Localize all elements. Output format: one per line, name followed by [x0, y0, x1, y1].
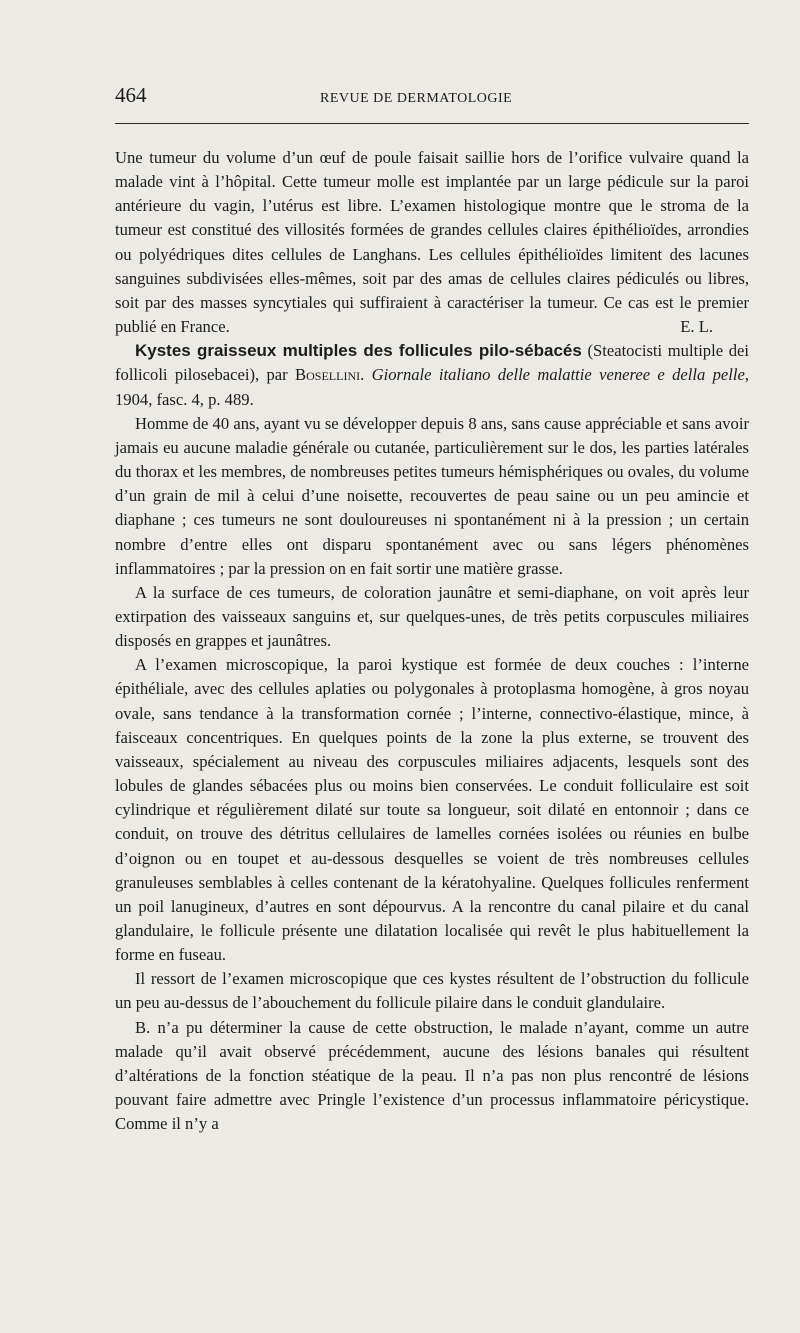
article2-paragraph-4: Il ressort de l’examen microscopique que ces kystes résultent de l’obstruction du follicule un peu au-dessus de l’abouchement du follicule pilaire dans le conduit glandulaire.	[115, 969, 749, 1013]
article2-heading	[115, 339, 749, 411]
body-text	[115, 146, 749, 1136]
article2-paragraph-2: A la surface de ces tumeurs, de coloration jaunâtre et semi-diaphane, on voit après leur extirpation des vaisseaux sanguins et, sur quelques-unes, de très petits corpuscules miliaires disposés en grappes et jaunâtres.	[115, 582, 749, 651]
article2-citation-part2: .	[360, 365, 372, 385]
article1-signature: E. L.	[680, 317, 713, 337]
page-header	[115, 83, 749, 113]
article2-journal: Giornale italiano delle malattie veneree e della pelle	[371, 365, 745, 385]
running-title: REVUE DE DERMATOLOGIE	[320, 91, 513, 106]
article2-citation-part3: , 1904, fasc. 4, p. 489.	[115, 365, 750, 409]
article2-paragraph-1: Homme de 40 ans, ayant vu se développer depuis 8 ans, sans cause appréciable et sans avoir jamais eu aucune maladie générale ou cutanée, particulièrement sur le dos, les parties latérales du thorax et les membres, de nombreuses petites tumeurs hémisphériques ou ovales, du volume d’un grain de mil à celui d’une noisette, recouvertes de peau saine ou un peu amincie et diaphane ; ces tumeurs ne sont douloureuses ni spontanément ni à la pression ; un certain nombre d’entre elles ont disparu spontanément avec ou sans légers phénomènes inflammatoires ; par la pression on en fait sortir une matière grasse.	[115, 413, 749, 578]
article2-paragraph-3: A l’examen microscopique, la paroi kystique est formée de deux couches : l’interne épithéliale, avec des cellules aplaties ou polygonales à protoplasma homogène, à gros noyau ovale, sans tendance à la transformation cornée ; l’interne, connectivo-élastique, mince, à faisceaux concentriques. En quelques points de la zone la plus externe, se trouvent des vaisseaux, spécialement au niveau des corpuscules miliaires adjacents, lesquels sont des lobules de glandes sébacées plus ou moins bien conservées. Le conduit folliculaire est soit cylindrique et régulièrement dilaté sur toute sa longueur, soit dilaté en entonnoir ; dans ce conduit, on trouve des détritus cellulaires de lamelles cornées isolées ou réunies en bulbe d’oignon ou en toupet et au-dessous desquelles se voient de très nombreuses cellules granuleuses semblables à celles contenant de la kératohyaline. Quelques follicules renferment un poil lanugineux, d’autres en sont dépourvus. A la rencontre du canal pilaire et du canal glandulaire, le follicule présente une dilatation localisée qui revêt le plus habituellement la forme en fuseau.	[115, 655, 749, 965]
article2-paragraph-5: B. n’a pu déterminer la cause de cette obstruction, le malade n’ayant, comme un autre malade qu’il avait observé précédemment, aucune des lésions banales qui résultent d’altérations de la fonction stéatique de la peau. Il n’a pas non plus rencontré de lésions pouvant faire admettre avec Pringle l’existence d’un processus inflammatoire péricystique. Comme il n’y a	[115, 1017, 749, 1134]
page-number: 464	[115, 83, 147, 107]
header-rule	[115, 123, 749, 124]
article2-author: Bosellini	[295, 365, 361, 385]
article2-title: Kystes graisseux multiples des follicules pilo-sébacés	[135, 341, 582, 361]
article2-citation-part1: (Steatocisti multiple dei follicoli pilosebacei), par	[115, 341, 749, 385]
article1-paragraph: Une tumeur du volume d’un œuf de poule faisait saillie hors de l’orifice vulvaire quand la malade vint à l’hôpital. Cette tumeur molle est implantée par un large pédicule sur la paroi antérieure du vagin, l’utérus est libre. L’examen histologique montre que le stroma de la tumeur est constitué des villosités formées de grandes cellules claires épithélioïdes, arrondies ou polyédriques dites cellules de Langhans. Les cellules épithélioïdes limitent des lacunes sanguines subdivisées elles-mêmes, soit par des amas de cellules claires pédiculés ou libres, soit par des masses syncytiales qui suffiraient à caractériser la tumeur. Ce cas est le premier publié en France.	[115, 148, 749, 337]
